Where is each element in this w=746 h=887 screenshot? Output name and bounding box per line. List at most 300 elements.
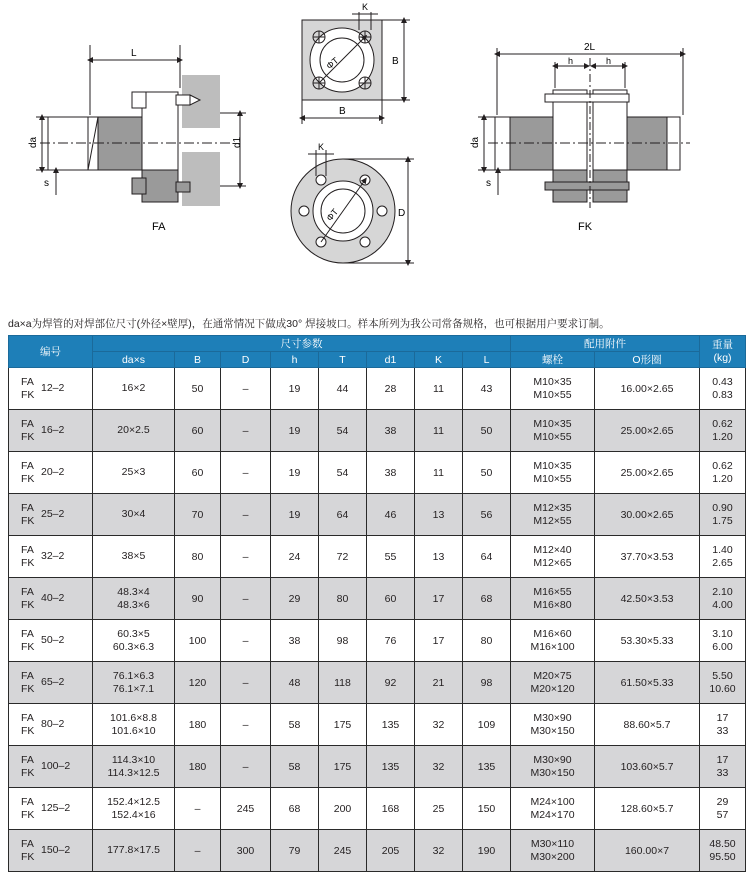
cell-oring: 42.50×3.53 bbox=[595, 578, 700, 620]
cell-D: 300 bbox=[221, 830, 271, 872]
cell-weight bbox=[700, 662, 746, 704]
table-row bbox=[9, 788, 746, 830]
specification-table bbox=[8, 335, 746, 872]
cell-weight bbox=[700, 704, 746, 746]
cell-L: 190 bbox=[463, 830, 511, 872]
cell-D: 245 bbox=[221, 788, 271, 830]
table-row bbox=[9, 368, 746, 410]
cell-L: 80 bbox=[463, 620, 511, 662]
size-label: 16–2 bbox=[41, 424, 65, 436]
square-flange-view bbox=[302, 12, 410, 124]
table-row bbox=[9, 452, 746, 494]
cell-d1: 92 bbox=[367, 662, 415, 704]
cell-oring: 25.00×2.65 bbox=[595, 452, 700, 494]
fk-dim-s: s bbox=[486, 178, 491, 189]
cell-code bbox=[9, 662, 93, 704]
series-label: FA bbox=[21, 459, 34, 472]
cell-weight-line: 1.20 bbox=[712, 472, 733, 485]
size-label: 40–2 bbox=[41, 592, 65, 604]
cell-d1: 55 bbox=[367, 536, 415, 578]
header-K: K bbox=[415, 352, 463, 368]
header-D: D bbox=[221, 352, 271, 368]
cell-bolts bbox=[511, 536, 595, 578]
series-label: FK bbox=[21, 472, 35, 485]
header-L: L bbox=[463, 352, 511, 368]
cell-T: 118 bbox=[319, 662, 367, 704]
cell-bolts-line: M30×150 bbox=[530, 766, 575, 779]
cell-das bbox=[93, 536, 175, 578]
cell-d1: 168 bbox=[367, 788, 415, 830]
cell-bolts bbox=[511, 620, 595, 662]
cell-code bbox=[9, 620, 93, 662]
cell-T: 72 bbox=[319, 536, 367, 578]
cell-weight bbox=[700, 452, 746, 494]
header-accessories: 配用附件 bbox=[511, 336, 700, 352]
cell-L: 50 bbox=[463, 452, 511, 494]
cell-d1: 135 bbox=[367, 746, 415, 788]
cell-das-line: 177.8×17.5 bbox=[107, 844, 160, 856]
cell-oring: 128.60×5.7 bbox=[595, 788, 700, 830]
fa-dim-s: s bbox=[44, 178, 49, 189]
cell-bolts-line: M20×75 bbox=[533, 669, 572, 682]
cell-d1: 28 bbox=[367, 368, 415, 410]
series-labels bbox=[21, 796, 41, 822]
fk-dim-da: da bbox=[470, 136, 481, 148]
cell-B: 90 bbox=[175, 578, 221, 620]
fk-dim-h-right: h bbox=[606, 56, 612, 66]
cell-bolts bbox=[511, 452, 595, 494]
cell-T: 80 bbox=[319, 578, 367, 620]
series-labels bbox=[21, 754, 41, 780]
cell-L: 135 bbox=[463, 746, 511, 788]
series-label: FA bbox=[21, 501, 34, 514]
cell-B: – bbox=[175, 830, 221, 872]
cell-B: 70 bbox=[175, 494, 221, 536]
cell-bolts bbox=[511, 746, 595, 788]
cell-bolts-line: M12×35 bbox=[533, 501, 572, 514]
cell-das-line: 25×3 bbox=[121, 466, 146, 478]
cell-d1: 46 bbox=[367, 494, 415, 536]
cell-oring: 53.30×5.33 bbox=[595, 620, 700, 662]
cell-weight bbox=[700, 578, 746, 620]
cell-code bbox=[9, 368, 93, 410]
table-row bbox=[9, 494, 746, 536]
cell-bolts-line: M30×150 bbox=[530, 724, 575, 737]
series-label: FA bbox=[21, 627, 34, 640]
series-label: FK bbox=[21, 808, 35, 821]
cell-L: 43 bbox=[463, 368, 511, 410]
series-label: FK bbox=[21, 388, 35, 401]
cell-bolts-line: M12×40 bbox=[533, 543, 572, 556]
cell-das-line: 152.4×12.5 bbox=[107, 795, 160, 808]
header-T: T bbox=[319, 352, 367, 368]
cell-h: 58 bbox=[271, 704, 319, 746]
series-labels bbox=[21, 712, 41, 738]
cell-K: 32 bbox=[415, 746, 463, 788]
series-label: FK bbox=[21, 598, 35, 611]
cell-T: 54 bbox=[319, 410, 367, 452]
cell-bolts-line: M30×90 bbox=[533, 753, 572, 766]
cell-L: 64 bbox=[463, 536, 511, 578]
cell-weight-line: 0.62 bbox=[712, 459, 733, 472]
table-row bbox=[9, 830, 746, 872]
series-label: FA bbox=[21, 837, 34, 850]
cell-bolts-line: M16×100 bbox=[530, 640, 575, 653]
cell-B: 50 bbox=[175, 368, 221, 410]
table-row bbox=[9, 662, 746, 704]
cell-code bbox=[9, 746, 93, 788]
fk-dim-2L: 2L bbox=[584, 42, 596, 53]
fa-dim-d1: d1 bbox=[232, 136, 243, 148]
cell-das bbox=[93, 788, 175, 830]
cell-weight-line: 4.00 bbox=[712, 598, 733, 611]
cell-K: 11 bbox=[415, 368, 463, 410]
square-dim-B-side: B bbox=[392, 56, 399, 67]
cell-T: 44 bbox=[319, 368, 367, 410]
series-labels bbox=[21, 670, 41, 696]
cell-K: 25 bbox=[415, 788, 463, 830]
table-row bbox=[9, 620, 746, 662]
cell-D: – bbox=[221, 620, 271, 662]
cell-K: 13 bbox=[415, 494, 463, 536]
header-weight-unit: (kg) bbox=[713, 351, 732, 364]
series-labels bbox=[21, 544, 41, 570]
cell-weight-line: 17 bbox=[716, 753, 729, 766]
cell-K: 21 bbox=[415, 662, 463, 704]
cell-weight-line: 57 bbox=[716, 808, 729, 821]
fa-side-view bbox=[36, 45, 246, 206]
cell-D: – bbox=[221, 746, 271, 788]
table-row bbox=[9, 536, 746, 578]
cell-weight-line: 6.00 bbox=[712, 640, 733, 653]
table-row bbox=[9, 578, 746, 620]
cell-T: 98 bbox=[319, 620, 367, 662]
header-bolts: 螺栓 bbox=[511, 352, 595, 368]
specification-note: da×a为焊管的对焊部位尺寸(外径×壁厚)，在通常情况下做成30° 焊接坡口。样本所列为我公司常备规格，也可根据用户要求订制。 bbox=[8, 318, 610, 330]
size-label: 80–2 bbox=[41, 718, 65, 730]
series-label: FK bbox=[21, 724, 35, 737]
cell-bolts bbox=[511, 578, 595, 620]
cell-das bbox=[93, 410, 175, 452]
cell-h: 38 bbox=[271, 620, 319, 662]
series-label: FK bbox=[21, 430, 35, 443]
header-weight-label: 重量 bbox=[712, 338, 733, 351]
table-row bbox=[9, 410, 746, 452]
fk-dim-h-left: h bbox=[568, 56, 574, 66]
cell-oring: 103.60×5.7 bbox=[595, 746, 700, 788]
cell-K: 32 bbox=[415, 830, 463, 872]
header-oring: O形圈 bbox=[595, 352, 700, 368]
cell-das-line: 48.3×6 bbox=[117, 598, 150, 611]
cell-weight-line: 29 bbox=[716, 795, 729, 808]
cell-B: 60 bbox=[175, 410, 221, 452]
cell-code bbox=[9, 452, 93, 494]
cell-L: 68 bbox=[463, 578, 511, 620]
cell-bolts-line: M12×55 bbox=[533, 514, 572, 527]
cell-weight-line: 1.20 bbox=[712, 430, 733, 443]
series-label: FK bbox=[21, 766, 35, 779]
cell-code bbox=[9, 410, 93, 452]
cell-B: – bbox=[175, 788, 221, 830]
cell-B: 80 bbox=[175, 536, 221, 578]
series-label: FA bbox=[21, 795, 34, 808]
cell-T: 175 bbox=[319, 704, 367, 746]
cell-h: 19 bbox=[271, 494, 319, 536]
cell-weight bbox=[700, 494, 746, 536]
cell-weight-line: 0.62 bbox=[712, 417, 733, 430]
series-label: FK bbox=[21, 850, 35, 863]
cell-bolts-line: M24×100 bbox=[530, 795, 575, 808]
series-label: FK bbox=[21, 682, 35, 695]
series-label: FK bbox=[21, 556, 35, 569]
series-labels bbox=[21, 502, 41, 528]
cell-das bbox=[93, 368, 175, 410]
round-dim-T: ΦT bbox=[324, 206, 341, 223]
cell-weight-line: 2.65 bbox=[712, 556, 733, 569]
cell-D: – bbox=[221, 536, 271, 578]
cell-das-line: 76.1×7.1 bbox=[112, 682, 155, 695]
cell-code bbox=[9, 704, 93, 746]
header-B: B bbox=[175, 352, 221, 368]
cell-weight bbox=[700, 620, 746, 662]
size-label: 125–2 bbox=[41, 802, 71, 814]
cell-weight-line: 17 bbox=[716, 711, 729, 724]
square-dim-T: ΦT bbox=[324, 55, 341, 72]
cell-B: 120 bbox=[175, 662, 221, 704]
cell-das bbox=[93, 620, 175, 662]
size-label: 100–2 bbox=[41, 760, 71, 772]
cell-T: 54 bbox=[319, 452, 367, 494]
cell-bolts-line: M10×35 bbox=[533, 375, 572, 388]
cell-B: 100 bbox=[175, 620, 221, 662]
cell-d1: 38 bbox=[367, 410, 415, 452]
cell-L: 109 bbox=[463, 704, 511, 746]
cell-d1: 205 bbox=[367, 830, 415, 872]
table-row bbox=[9, 704, 746, 746]
series-label: FA bbox=[21, 543, 34, 556]
cell-D: – bbox=[221, 368, 271, 410]
cell-h: 79 bbox=[271, 830, 319, 872]
cell-weight-line: 10.60 bbox=[709, 682, 736, 695]
cell-weight-line: 33 bbox=[716, 766, 729, 779]
cell-bolts bbox=[511, 788, 595, 830]
cell-das bbox=[93, 578, 175, 620]
round-dim-D: D bbox=[398, 208, 406, 219]
cell-h: 29 bbox=[271, 578, 319, 620]
cell-weight-line: 1.40 bbox=[712, 543, 733, 556]
cell-h: 19 bbox=[271, 452, 319, 494]
cell-weight-line: 95.50 bbox=[709, 850, 736, 863]
cell-das bbox=[93, 704, 175, 746]
cell-das bbox=[93, 452, 175, 494]
size-label: 32–2 bbox=[41, 550, 65, 562]
round-dim-K: K bbox=[318, 142, 325, 152]
cell-T: 175 bbox=[319, 746, 367, 788]
header-code: 编号 bbox=[9, 336, 93, 368]
cell-T: 64 bbox=[319, 494, 367, 536]
cell-bolts-line: M10×35 bbox=[533, 459, 572, 472]
series-label: FA bbox=[21, 585, 34, 598]
cell-K: 17 bbox=[415, 578, 463, 620]
cell-bolts-line: M12×65 bbox=[533, 556, 572, 569]
cell-code bbox=[9, 788, 93, 830]
cell-oring: 88.60×5.7 bbox=[595, 704, 700, 746]
cell-code bbox=[9, 578, 93, 620]
cell-D: – bbox=[221, 662, 271, 704]
cell-h: 48 bbox=[271, 662, 319, 704]
series-label: FA bbox=[21, 711, 34, 724]
cell-das-line: 20×2.5 bbox=[117, 424, 150, 436]
cell-T: 245 bbox=[319, 830, 367, 872]
cell-das-line: 16×2 bbox=[121, 382, 146, 394]
cell-das-line: 30×4 bbox=[121, 508, 146, 520]
cell-d1: 38 bbox=[367, 452, 415, 494]
cell-L: 150 bbox=[463, 788, 511, 830]
cell-das bbox=[93, 746, 175, 788]
fa-caption: FA bbox=[152, 221, 166, 233]
cell-bolts-line: M30×200 bbox=[530, 850, 575, 863]
cell-bolts-line: M30×90 bbox=[533, 711, 572, 724]
cell-L: 50 bbox=[463, 410, 511, 452]
cell-K: 17 bbox=[415, 620, 463, 662]
header-dimensions: 尺寸参数 bbox=[93, 336, 511, 352]
cell-weight bbox=[700, 536, 746, 578]
fa-dim-da: da bbox=[28, 136, 39, 148]
cell-D: – bbox=[221, 410, 271, 452]
cell-h: 19 bbox=[271, 410, 319, 452]
size-label: 25–2 bbox=[41, 508, 65, 520]
cell-das-line: 60.3×5 bbox=[117, 627, 150, 640]
fk-side-view bbox=[478, 48, 690, 208]
header-d1: d1 bbox=[367, 352, 415, 368]
series-label: FA bbox=[21, 417, 34, 430]
cell-K: 11 bbox=[415, 452, 463, 494]
cell-das-line: 38×5 bbox=[121, 550, 146, 562]
cell-weight bbox=[700, 368, 746, 410]
cell-das-line: 101.6×8.8 bbox=[109, 711, 157, 724]
header-das: da×s bbox=[93, 352, 175, 368]
series-label: FK bbox=[21, 640, 35, 653]
cell-h: 58 bbox=[271, 746, 319, 788]
cell-weight-line: 2.10 bbox=[712, 585, 733, 598]
cell-bolts-line: M20×120 bbox=[530, 682, 575, 695]
series-label: FA bbox=[21, 753, 34, 766]
cell-das bbox=[93, 494, 175, 536]
cell-bolts-line: M16×60 bbox=[533, 627, 572, 640]
cell-B: 180 bbox=[175, 746, 221, 788]
cell-oring: 37.70×3.53 bbox=[595, 536, 700, 578]
cell-code bbox=[9, 494, 93, 536]
cell-d1: 135 bbox=[367, 704, 415, 746]
cell-das-line: 101.6×10 bbox=[111, 724, 156, 737]
cell-d1: 60 bbox=[367, 578, 415, 620]
cell-bolts-line: M10×55 bbox=[533, 388, 572, 401]
cell-das-line: 60.3×6.3 bbox=[112, 640, 155, 653]
series-label: FK bbox=[21, 514, 35, 527]
cell-weight-line: 48.50 bbox=[709, 837, 736, 850]
series-label: FA bbox=[21, 669, 34, 682]
cell-code bbox=[9, 536, 93, 578]
cell-weight-line: 5.50 bbox=[712, 669, 733, 682]
cell-bolts-line: M16×55 bbox=[533, 585, 572, 598]
fk-caption: FK bbox=[578, 221, 593, 233]
series-labels bbox=[21, 838, 41, 864]
cell-das-line: 76.1×6.3 bbox=[112, 669, 155, 682]
cell-weight-line: 0.43 bbox=[712, 375, 733, 388]
size-label: 50–2 bbox=[41, 634, 65, 646]
table-row bbox=[9, 746, 746, 788]
header-weight bbox=[700, 336, 746, 368]
cell-oring: 160.00×7 bbox=[595, 830, 700, 872]
round-flange-view bbox=[291, 150, 414, 263]
cell-bolts bbox=[511, 704, 595, 746]
cell-K: 11 bbox=[415, 410, 463, 452]
size-label: 20–2 bbox=[41, 466, 65, 478]
cell-bolts-line: M16×80 bbox=[533, 598, 572, 611]
cell-weight-line: 0.83 bbox=[712, 388, 733, 401]
cell-h: 24 bbox=[271, 536, 319, 578]
cell-oring: 61.50×5.33 bbox=[595, 662, 700, 704]
size-label: 150–2 bbox=[41, 844, 71, 856]
cell-weight bbox=[700, 410, 746, 452]
cell-B: 180 bbox=[175, 704, 221, 746]
cell-bolts bbox=[511, 494, 595, 536]
cell-h: 68 bbox=[271, 788, 319, 830]
cell-weight-line: 0.90 bbox=[712, 501, 733, 514]
cell-weight bbox=[700, 746, 746, 788]
cell-D: – bbox=[221, 704, 271, 746]
series-labels bbox=[21, 586, 41, 612]
series-labels bbox=[21, 418, 41, 444]
cell-bolts bbox=[511, 410, 595, 452]
size-label: 12–2 bbox=[41, 382, 65, 394]
cell-code bbox=[9, 830, 93, 872]
size-label: 65–2 bbox=[41, 676, 65, 688]
series-labels bbox=[21, 460, 41, 486]
cell-das-line: 48.3×4 bbox=[117, 585, 150, 598]
cell-weight-line: 33 bbox=[716, 724, 729, 737]
cell-K: 32 bbox=[415, 704, 463, 746]
cell-oring: 25.00×2.65 bbox=[595, 410, 700, 452]
series-labels bbox=[21, 376, 41, 402]
cell-T: 200 bbox=[319, 788, 367, 830]
cell-oring: 16.00×2.65 bbox=[595, 368, 700, 410]
cell-weight bbox=[700, 830, 746, 872]
cell-d1: 76 bbox=[367, 620, 415, 662]
cell-D: – bbox=[221, 452, 271, 494]
table-body bbox=[9, 368, 746, 872]
cell-das-line: 114.3×12.5 bbox=[107, 766, 160, 779]
cell-h: 19 bbox=[271, 368, 319, 410]
cell-bolts-line: M10×55 bbox=[533, 472, 572, 485]
cell-weight bbox=[700, 788, 746, 830]
cell-bolts bbox=[511, 830, 595, 872]
cell-das bbox=[93, 662, 175, 704]
cell-bolts-line: M10×55 bbox=[533, 430, 572, 443]
square-dim-B-bottom: B bbox=[339, 106, 346, 117]
cell-bolts bbox=[511, 662, 595, 704]
cell-L: 56 bbox=[463, 494, 511, 536]
cell-D: – bbox=[221, 494, 271, 536]
cell-D: – bbox=[221, 578, 271, 620]
technical-drawings bbox=[0, 0, 710, 310]
cell-B: 60 bbox=[175, 452, 221, 494]
cell-oring: 30.00×2.65 bbox=[595, 494, 700, 536]
cell-das bbox=[93, 830, 175, 872]
header-h: h bbox=[271, 352, 319, 368]
cell-das-line: 152.4×16 bbox=[111, 808, 156, 821]
cell-L: 98 bbox=[463, 662, 511, 704]
